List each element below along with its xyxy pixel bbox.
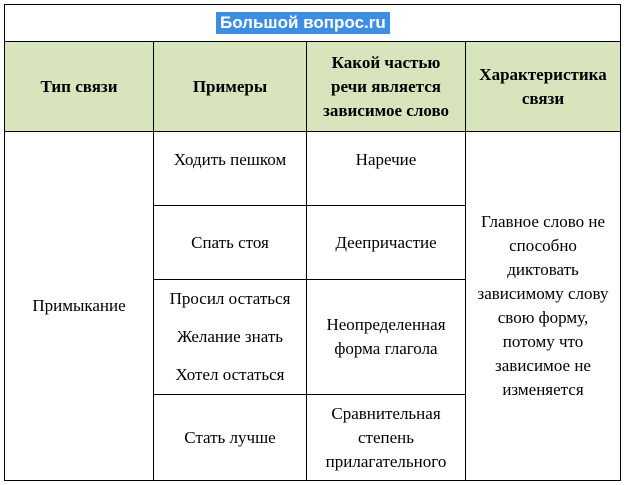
header-part-of-speech: Какой частью речи является зависимое слово <box>307 42 465 131</box>
cell-pos-3: Неопределенная форма глагола <box>326 315 446 358</box>
cell-example-4: Стать лучше <box>184 427 276 447</box>
cell-example-1: Ходить пешком <box>173 150 287 169</box>
cell-pos-4: Сравнительная степень прилагательного <box>325 403 447 471</box>
cell-characteristic: Главное слово не способно диктовать зависимому слову свою форму, потому что зависимое не изменяется <box>477 212 609 399</box>
site-logo[interactable] <box>216 12 390 34</box>
grid-line <box>5 131 620 132</box>
grid-line <box>153 205 466 206</box>
cell-pos-1: Наречие <box>355 150 417 169</box>
cell-pos-2: Деепричастие <box>335 232 437 252</box>
cell-connection-type: Примыкание <box>32 296 126 315</box>
example-3b: Желание знать <box>176 327 284 346</box>
grid-line <box>153 394 466 395</box>
header-examples: Примеры <box>154 42 306 131</box>
example-3a: Просил остаться <box>169 289 291 308</box>
cell-examples-3 <box>154 280 306 394</box>
table-frame <box>4 4 621 481</box>
site-banner <box>5 5 620 42</box>
grid-line <box>153 279 466 280</box>
grid-line <box>465 42 466 480</box>
header-characteristic: Характеристика связи <box>466 42 620 131</box>
site-logo-main: Большой вопрос <box>220 13 365 32</box>
header-type: Тип связи <box>5 42 153 131</box>
grid-line <box>153 42 154 480</box>
cell-example-2: Спать стоя <box>191 232 269 252</box>
site-logo-suffix: .ru <box>364 13 386 32</box>
grid-line <box>306 42 307 480</box>
example-3c: Хотел остаться <box>175 365 285 384</box>
